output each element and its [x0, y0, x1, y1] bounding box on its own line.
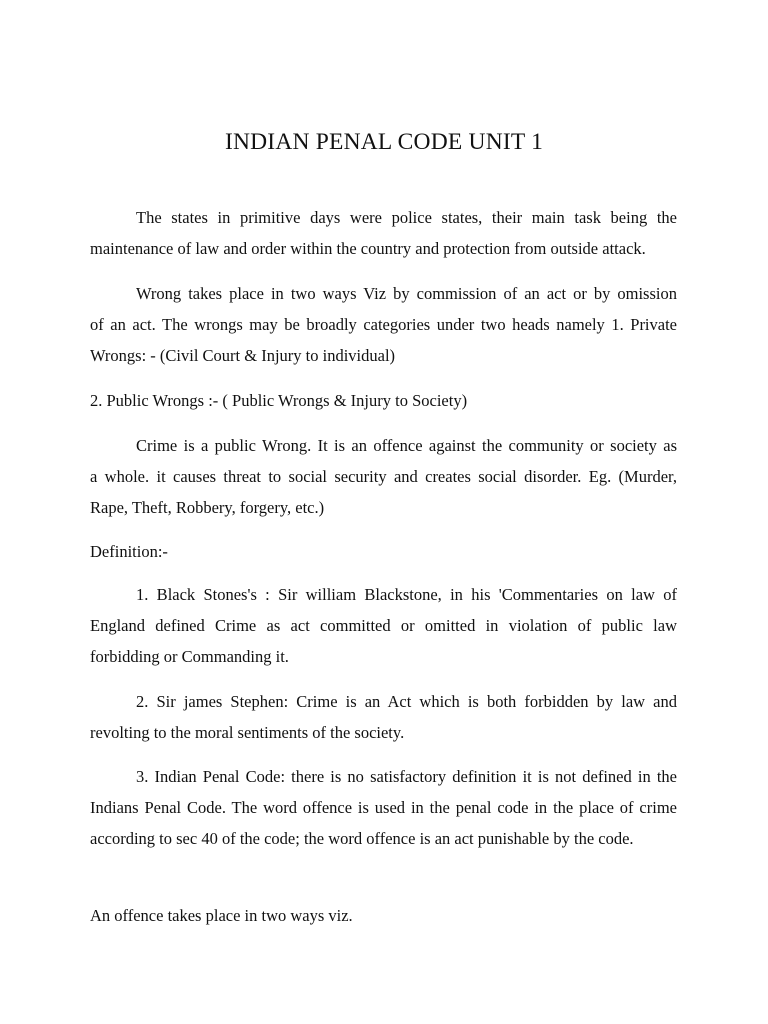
paragraph-ipc-definition: [90, 761, 677, 854]
text-line: An offence takes place in two ways viz.: [90, 906, 353, 925]
text-line: England defined Crime as act committed or omitted in violation of public law: [90, 616, 677, 635]
text-line: according to sec 40 of the code; the word offence is an act punishable by the code.: [90, 829, 634, 848]
paragraph-wrong-ways: [90, 278, 677, 371]
paragraph-primitive-states: [90, 202, 677, 264]
text-line: 2. Sir james Stephen: Crime is an Act which is both forbidden by law and: [136, 692, 677, 711]
paragraph-crime-public-wrong: [90, 430, 677, 523]
text-line: maintenance of law and order within the country and protection from outside attack.: [90, 239, 646, 258]
text-line: forbidding or Commanding it.: [90, 647, 289, 666]
text-line: 3. Indian Penal Code: there is no satisfactory definition it is not defined in the: [136, 767, 677, 786]
paragraph-blackstone-definition: [90, 579, 677, 672]
text-line: Wrongs: - (Civil Court & Injury to individual): [90, 346, 396, 365]
text-line: Rape, Theft, Robbery, forgery, etc.): [90, 498, 325, 517]
text-line: Crime is a public Wrong. It is an offence against the community or society as: [136, 436, 677, 455]
paragraph-stephen-definition: [90, 686, 677, 748]
paragraph-offence-ways: [90, 900, 677, 931]
text-line: revolting to the moral sentiments of the society.: [90, 723, 405, 742]
text-line: Indians Penal Code. The word offence is used in the penal code in the place of crime: [90, 798, 677, 817]
text-line: Definition:-: [90, 542, 168, 561]
text-line: Wrong takes place in two ways Viz by commission of an act or by omission: [136, 284, 677, 303]
document-title: INDIAN PENAL CODE UNIT 1: [224, 129, 544, 155]
text-line: 2. Public Wrongs :- ( Public Wrongs & Injury to Society): [90, 391, 468, 410]
text-line: 1. Black Stones's : Sir william Blackstone, in his 'Commentaries on law of: [136, 585, 677, 604]
text-line: The states in primitive days were police states, their main task being the: [136, 208, 677, 227]
paragraph-public-wrongs: [90, 385, 677, 416]
text-line: a whole. it causes threat to social security and creates social disorder. Eg. (Murder,: [90, 467, 677, 486]
definition-heading: [90, 536, 677, 567]
text-line: of an act. The wrongs may be broadly categories under two heads namely 1. Private: [90, 315, 677, 334]
